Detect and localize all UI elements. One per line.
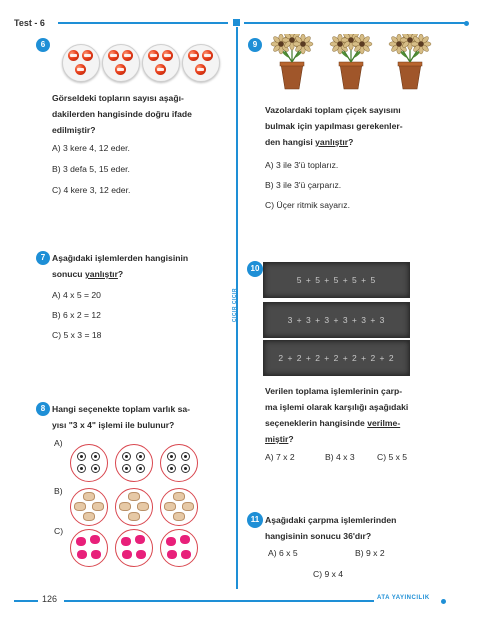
q7-text-part: sonucu <box>52 269 85 279</box>
soccer-ball <box>77 452 86 461</box>
q6-line: edilmiştir? <box>52 125 96 135</box>
q7-line: Aşağıdaki işlemlerden hangisinin <box>52 253 189 263</box>
q10-option-c[interactable]: C) 5 x 5 <box>377 452 408 462</box>
candy <box>135 535 145 544</box>
question-11-text <box>265 512 396 544</box>
bun <box>74 502 86 511</box>
candy <box>76 537 86 546</box>
soccer-ball <box>136 452 145 461</box>
question-11-number: 11 <box>247 512 263 528</box>
soccer-ball <box>77 464 86 473</box>
q9-option-c[interactable]: C) Üçer ritmik sayarız. <box>265 200 350 210</box>
soccer-ball <box>181 452 190 461</box>
question-9-text <box>265 102 403 150</box>
candy-group <box>160 529 198 567</box>
soccer-ball <box>122 452 131 461</box>
ball <box>162 50 173 61</box>
footer-rule-middle <box>64 600 374 602</box>
q9-line: Vazolardaki toplam çiçek sayısını <box>265 105 401 115</box>
question-10-number: 10 <box>247 261 263 277</box>
ball-plate <box>182 44 220 82</box>
header-rule-right <box>244 22 466 24</box>
bun <box>137 502 149 511</box>
bun <box>128 492 140 501</box>
q9-line: bulmak için yapılması gerekenler- <box>265 121 403 131</box>
q8-option-a-label[interactable]: A) <box>54 438 63 448</box>
q7-underlined-word: yanlıştır <box>84 269 118 279</box>
q10-line: ma işlemi olarak karşılığı aşağıdaki <box>265 402 409 412</box>
q9-option-b[interactable]: B) 3 ile 3'ü çarparız. <box>265 180 342 190</box>
bun-group <box>115 488 153 526</box>
ball <box>115 64 126 75</box>
question-6-text <box>52 90 192 138</box>
q10-underlined-word: miştir <box>265 434 289 444</box>
bun-group <box>160 488 198 526</box>
q11-line: Aşağıdaki çarpma işlemlerinden <box>265 515 397 525</box>
candy-group <box>70 529 108 567</box>
bun <box>92 502 104 511</box>
candy-group <box>115 529 153 567</box>
q8-line: yısı "3 x 4" işlemi ile bulunur? <box>52 420 175 430</box>
q6-option-c[interactable]: C) 4 kere 3, 12 eder. <box>52 185 131 195</box>
q6-option-a[interactable]: A) 3 kere 4, 12 eder. <box>52 143 130 153</box>
question-8-number: 8 <box>36 402 50 416</box>
candy <box>167 550 177 559</box>
q10-line <box>265 415 408 431</box>
bun <box>182 502 194 511</box>
chalkboard-addition-2: 3 + 3 + 3 + 3 + 3 + 3 <box>263 302 410 338</box>
soccer-ball <box>122 464 131 473</box>
ball <box>195 64 206 75</box>
bun <box>173 512 185 521</box>
question-10-text <box>265 383 408 447</box>
bun <box>119 502 131 511</box>
q11-option-a[interactable]: A) 6 x 5 <box>268 548 298 558</box>
header-rule-left <box>58 22 228 24</box>
ball <box>155 64 166 75</box>
q8-line: Hangi seçenekte toplam varlık sa- <box>52 404 191 414</box>
ball <box>108 50 119 61</box>
candy <box>121 537 131 546</box>
q10-text-part: ? <box>288 434 294 444</box>
candy <box>181 550 191 559</box>
flower-vase <box>389 34 431 89</box>
candy <box>90 535 100 544</box>
q6-option-b[interactable]: B) 3 defa 5, 15 eder. <box>52 164 130 174</box>
q6-line: dakilerden hangisinde doğru ifade <box>52 109 192 119</box>
bun <box>83 492 95 501</box>
question-7-text <box>52 250 188 282</box>
ball-plate <box>102 44 140 82</box>
soccer-ball <box>91 452 100 461</box>
bun <box>83 512 95 521</box>
ball <box>75 64 86 75</box>
q11-line: hangisinin sonucu 36'dır? <box>265 531 372 541</box>
soccer-group <box>70 444 108 482</box>
soccer-group <box>160 444 198 482</box>
q9-text-part: ? <box>348 137 354 147</box>
question-7-number: 7 <box>36 251 50 265</box>
candy <box>136 550 146 559</box>
soccer-ball <box>167 464 176 473</box>
candy <box>77 550 87 559</box>
ball-plate <box>62 44 100 82</box>
question-6-number: 6 <box>36 38 50 52</box>
q11-option-b[interactable]: B) 9 x 2 <box>355 548 385 558</box>
candy <box>91 550 101 559</box>
question-8-text <box>52 401 190 433</box>
chalkboard-addition-3: 2 + 2 + 2 + 2 + 2 + 2 + 2 <box>263 340 410 376</box>
bun <box>173 492 185 501</box>
soccer-ball <box>136 464 145 473</box>
q7-option-b[interactable]: B) 6 x 2 = 12 <box>52 310 101 320</box>
publisher-logo: ATA YAYINCILIK <box>377 595 430 601</box>
flower-vase <box>330 34 372 89</box>
bun <box>164 502 176 511</box>
soccer-ball <box>91 464 100 473</box>
flower-vase <box>271 34 313 89</box>
q7-option-a[interactable]: A) 4 x 5 = 20 <box>52 290 101 300</box>
q10-underlined-word: verilme- <box>367 418 401 428</box>
candy <box>180 535 190 544</box>
ball <box>202 50 213 61</box>
candy <box>166 537 176 546</box>
side-tag: ÇICIR ÇICIR <box>232 288 238 323</box>
ball-plate <box>142 44 180 82</box>
q7-text-part: ? <box>117 269 124 279</box>
q8-option-c-label[interactable]: C) <box>54 526 64 536</box>
q7-option-c[interactable]: C) 5 x 3 = 18 <box>52 330 102 340</box>
q9-option-a[interactable]: A) 3 ile 3'ü toplarız. <box>265 160 339 170</box>
chalkboard-addition-1: 5 + 5 + 5 + 5 + 5 <box>263 262 410 298</box>
q9-text-part: den hangisi <box>265 137 316 147</box>
ball <box>82 50 93 61</box>
ball <box>68 50 79 61</box>
ball <box>188 50 199 61</box>
soccer-group <box>115 444 153 482</box>
flower-vases-illustration <box>266 34 436 94</box>
q10-line: Verilen toplama işlemlerinin çarp- <box>265 386 403 396</box>
ball <box>122 50 133 61</box>
test-title: Test - 6 <box>14 18 45 28</box>
q9-underlined-word: yanlıştır <box>315 137 349 147</box>
soccer-ball <box>167 452 176 461</box>
header-dot <box>464 21 469 26</box>
q9-line <box>265 134 403 150</box>
q8-option-b-label[interactable]: B) <box>54 486 63 496</box>
q10-line <box>265 431 408 447</box>
header-square <box>233 19 240 26</box>
candy <box>122 550 132 559</box>
q10-option-a[interactable]: A) 7 x 2 <box>265 452 295 462</box>
q11-option-c[interactable]: C) 9 x 4 <box>313 569 344 579</box>
footer-rule-left <box>14 600 38 602</box>
q6-line: Görseldeki topların sayısı aşağı- <box>52 93 184 103</box>
soccer-ball <box>181 464 190 473</box>
q10-option-b[interactable]: B) 4 x 3 <box>325 452 355 462</box>
ball <box>148 50 159 61</box>
q7-line <box>52 266 188 282</box>
bun <box>128 512 140 521</box>
footer-dot <box>441 599 446 604</box>
page-number: 126 <box>42 594 58 604</box>
q10-text-part: seçeneklerin hangisinde <box>265 418 368 428</box>
bun-group <box>70 488 108 526</box>
question-9-number: 9 <box>248 38 262 52</box>
